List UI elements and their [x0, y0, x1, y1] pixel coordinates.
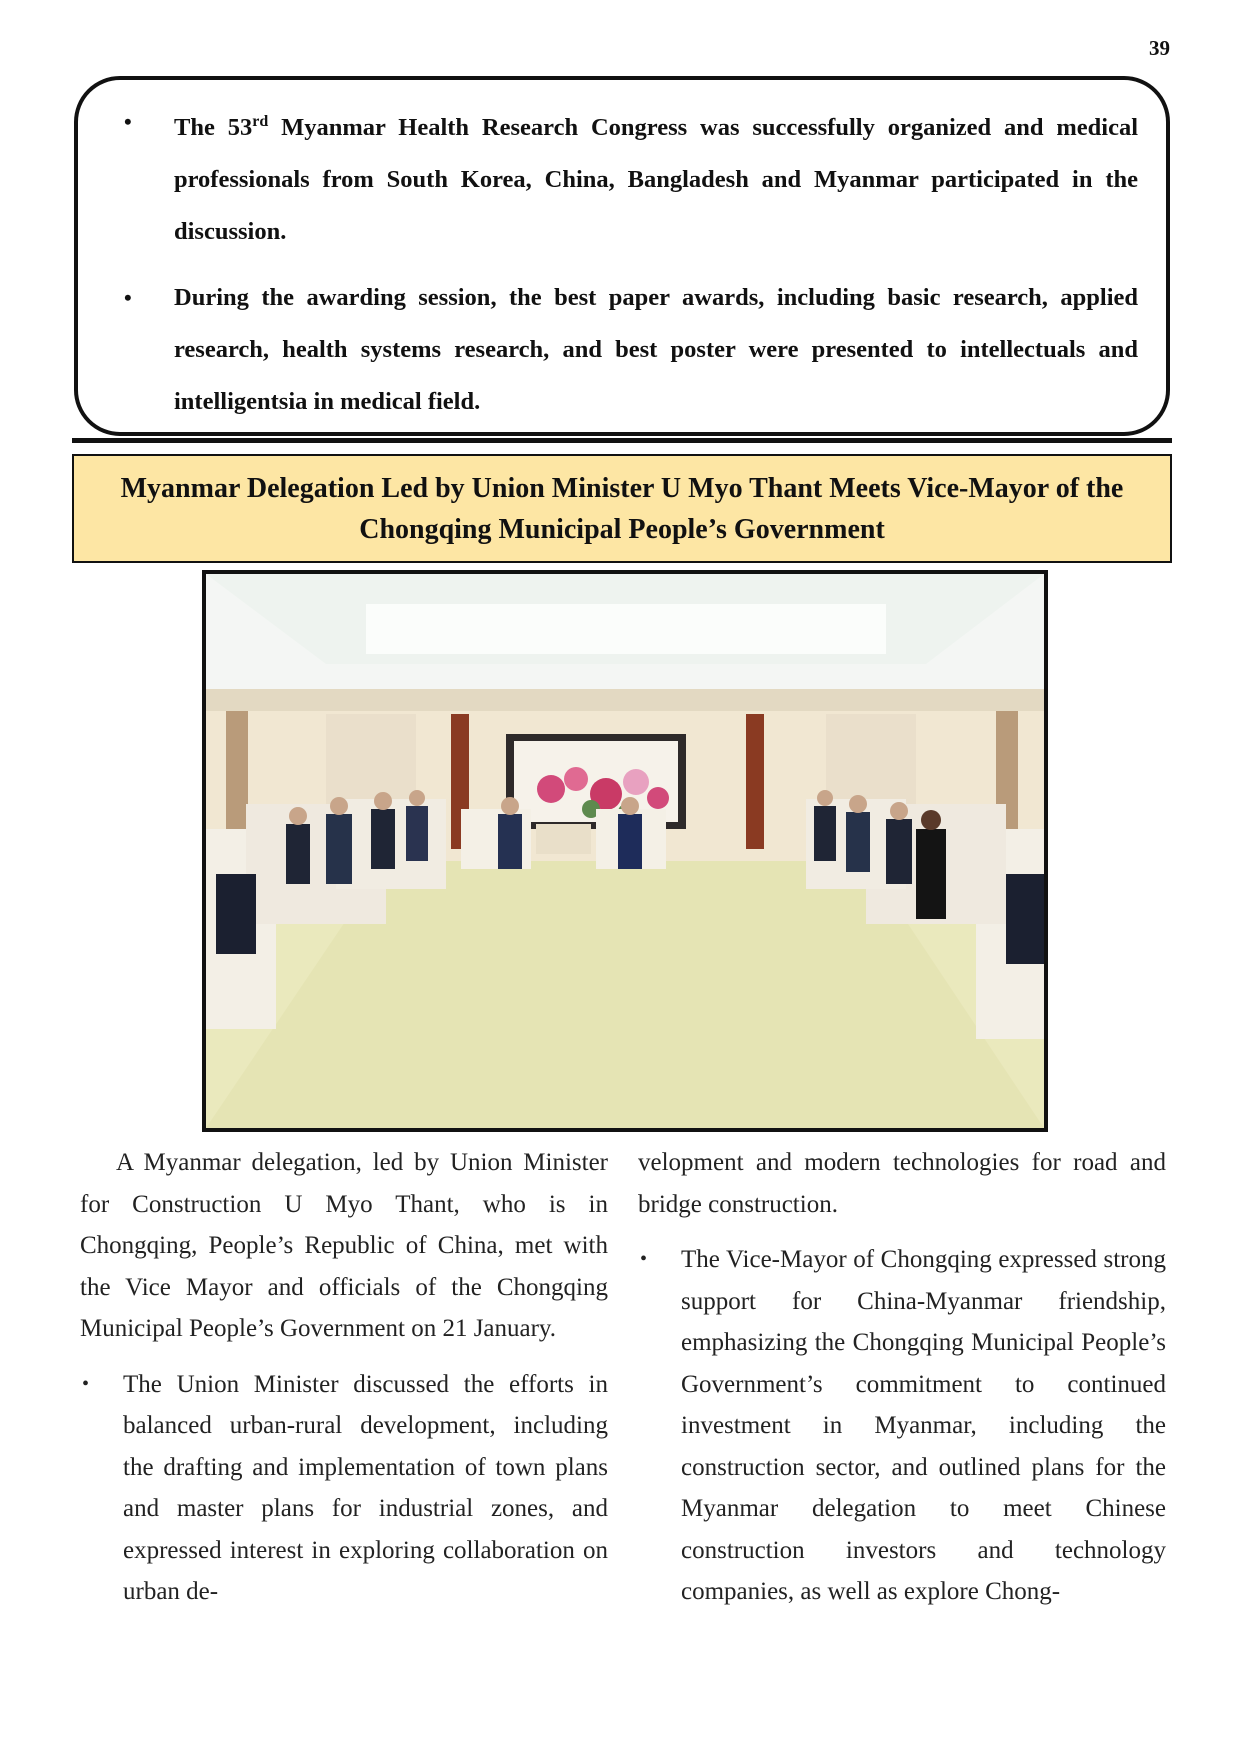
- meeting-photo: [202, 570, 1048, 1132]
- bullet-icon: •: [124, 109, 132, 134]
- summary-item-text-post: Myanmar Health Research Congress was successfully organized and medical professionals from South Korea, China, Bangladesh and Myanmar participated in the discussion.: [174, 114, 1139, 246]
- meeting-room-illustration: [206, 574, 1044, 1128]
- bullet-icon: •: [124, 285, 132, 311]
- bullet-icon: •: [82, 1372, 90, 1395]
- summary-item-congress: [118, 96, 1138, 258]
- article-bullet-1: [80, 1364, 608, 1613]
- article-intro: A Myanmar delegation, led by Union Minister for Construction U Myo Thant, who is in Chongqing, People’s Republic of China, met with the Vice Mayor and officials of the Chongqing Municipal People’s Government on 21 January.: [80, 1149, 608, 1342]
- article-bullet-1-text: The Union Minister discussed the efforts in balanced urban-rural development, including the drafting and implementation of town plans and master plans for industrial zones, and expressed interest in exploring collaboration on urban de-: [123, 1370, 608, 1605]
- summary-item-awards: [118, 272, 1138, 428]
- double-rule-divider: [72, 438, 1172, 443]
- article-bullet-2: [638, 1239, 1166, 1613]
- page-number: 39: [1149, 36, 1170, 60]
- ordinal-suffix: rd: [252, 113, 269, 130]
- article-bullet-1-continued: velopment and modern technologies for road and bridge construction.: [638, 1149, 1166, 1218]
- article-column-left: [80, 1142, 608, 1627]
- article-column-right: [638, 1142, 1166, 1627]
- summary-item-text: During the awarding session, the best paper awards, including basic research, applied research, health systems research, and best poster were presented to intellectuals and intelligentsia in medical field.: [174, 284, 1138, 416]
- summary-bullet-list: [118, 96, 1138, 442]
- bullet-icon: •: [640, 1248, 648, 1270]
- article-bullet-2-text: The Vice-Mayor of Chongqing expressed strong support for China-Myanmar friendship, emphasizing the Chongqing Municipal People’s Government’s commitment to continued investment in Myanmar, including the construction sector, and outlined plans for the Myanmar delegation to meet Chinese construction investors and technology companies, as well as explore Chong-: [681, 1246, 1166, 1605]
- summary-item-text-pre: The 53: [174, 114, 253, 142]
- summary-box: [74, 76, 1170, 436]
- article-title: Myanmar Delegation Led by Union Minister U Myo Thant Meets Vice-Mayor of the Chongqing Municipal People’s Government: [72, 454, 1172, 563]
